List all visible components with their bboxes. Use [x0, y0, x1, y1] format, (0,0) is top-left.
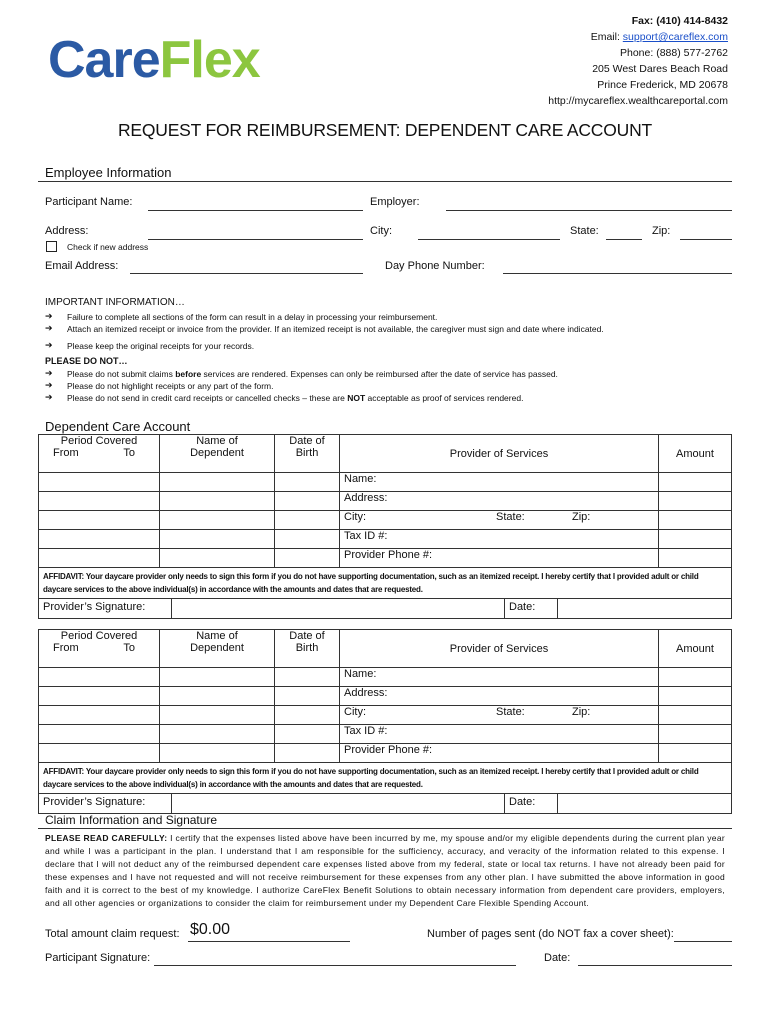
certification-text: PLEASE READ CAREFULLY: I certify that the expenses listed above have been incurred by me, my spouse and/or my eligible dependents during the current plan year and while I was a participant in the plan. I understand that I am responsible for the sufficiency, accuracy, and veracity of the information related to this expense. I declare that I will not deduct any of the reimbursed dependent care expenses listed above from my federal, state or local tax returns. I have not already been paid for these expenses and I have not requested and will not receive reimbursement for these expenses from any other plan. I have submitted the above information in good faith and it is correct to the best of my knowledge. I authorize CareFlex Benefit Solutions to obtain necessary information from dependent care providers, employers, and all other agencies or organizations to consider the claim for reimbursement under my Dependent Care Flexible Spending Account. [45, 833, 725, 908]
do-not-item-3: Please do not send in credit card receipts or cancelled checks – these are NOT acceptable as proof of services rendered. [67, 393, 524, 403]
city-label: City: [370, 225, 392, 237]
provider-phone-cell[interactable]: Provider Phone #: [340, 744, 659, 763]
participant-name-field[interactable] [148, 210, 363, 211]
provider-signature-field[interactable] [172, 599, 505, 618]
street-address: 205 West Dares Beach Road [592, 63, 728, 75]
provider-name-cell[interactable]: Name: [340, 668, 659, 687]
email-link[interactable]: support@careflex.com [622, 31, 728, 43]
total-amount-value[interactable]: $0.00 [190, 921, 231, 938]
dependent-care-heading: Dependent Care Account [45, 419, 191, 434]
arrow-icon: ➔ [45, 380, 53, 390]
total-amount-label: Total amount claim request: [45, 928, 180, 940]
arrow-icon: ➔ [45, 340, 53, 350]
address-label: Address: [45, 225, 89, 237]
employer-label: Employer: [370, 196, 420, 208]
provider-signature-row: Provider’s Signature: Date: [39, 794, 732, 814]
city-field[interactable] [418, 239, 560, 240]
state-field[interactable] [606, 239, 642, 240]
contact-block [548, 13, 728, 109]
arrow-icon: ➔ [45, 311, 53, 321]
new-address-label: Check if new address [67, 242, 149, 252]
claim-info-heading: Claim Information and Signature [45, 813, 218, 827]
day-phone-label: Day Phone Number: [385, 260, 485, 272]
important-item-3: Please keep the original receipts for your records. [67, 341, 255, 351]
provider-of-services-header: Provider of Services [340, 630, 659, 668]
important-heading: IMPORTANT INFORMATION… [45, 297, 185, 308]
amount-header: Amount [659, 630, 732, 668]
date-of-birth-header: Date of Birth [275, 630, 340, 668]
important-item-2: Attach an itemized receipt or invoice from the provider. If an itemized receipt is not available, the caregiver must sign and date where indicated. [67, 324, 604, 334]
do-not-item-1: Please do not submit claims before services are rendered. Expenses can only be reimbursed after the date of service has passed. [67, 369, 558, 379]
provider-phone-cell[interactable]: Provider Phone #: [340, 549, 659, 568]
do-not-heading: PLEASE DO NOT… [45, 356, 128, 366]
participant-name-label: Participant Name: [45, 196, 133, 208]
affidavit-text: AFFIDAVIT: Your daycare provider only needs to sign this form if you do not have supporting documentation, such as an itemized receipt. I hereby certify that I provided adult or child daycare services to the above individual(s) in accordance with the amounts and dates that are requested. [39, 763, 732, 794]
pages-sent-label: Number of pages sent (do NOT fax a cover sheet): [427, 928, 674, 940]
careflex-logo: CareFlex [48, 31, 260, 89]
participant-signature-label: Participant Signature: [45, 952, 151, 964]
participant-date-label: Date: [544, 952, 571, 964]
total-amount-line [188, 941, 350, 942]
provider-address-cell[interactable]: Address: [340, 687, 659, 706]
provider-signature-field[interactable] [172, 794, 505, 813]
employee-info-heading: Employee Information [45, 165, 172, 180]
amount-header: Amount [659, 435, 732, 473]
provider-tax-id-cell[interactable]: Tax ID #: [340, 530, 659, 549]
provider-city-cell[interactable]: City: State: Zip: [340, 511, 659, 530]
name-of-dependent-header: Name of Dependent [160, 630, 275, 668]
new-address-checkbox[interactable] [46, 241, 57, 252]
provider-name-cell[interactable]: Name: [340, 473, 659, 492]
zip-field[interactable] [680, 239, 732, 240]
phone-number: Phone: (888) 577-2762 [620, 47, 728, 59]
period-covered-header: Period Covered From To [39, 435, 160, 473]
form-title: REQUEST FOR REIMBURSEMENT: DEPENDENT CARE ACCOUNT [117, 120, 653, 140]
provider-signature-row: Provider’s Signature: Date: [39, 599, 732, 619]
email-address-field[interactable] [130, 273, 363, 274]
important-item-1: Failure to complete all sections of the form can result in a delay in processing your reimbursement. [67, 312, 438, 322]
arrow-icon: ➔ [45, 323, 53, 333]
employer-field[interactable] [446, 210, 732, 211]
arrow-icon: ➔ [45, 392, 53, 402]
address-field[interactable] [148, 239, 363, 240]
date-of-birth-header: Date of Birth [275, 435, 340, 473]
email-address-label: Email Address: [45, 260, 119, 272]
arrow-icon: ➔ [45, 368, 53, 378]
fax-number: Fax: (410) 414-8432 [631, 15, 728, 27]
affidavit-text: AFFIDAVIT: Your daycare provider only needs to sign this form if you do not have supporting documentation, such as an itemized receipt. I hereby certify that I provided adult or child daycare services to the above individual(s) in accordance with the amounts and dates that are requested. [39, 568, 732, 599]
claim-block-1 [38, 434, 732, 619]
provider-city-cell[interactable]: City: State: Zip: [340, 706, 659, 725]
section-divider [38, 181, 732, 182]
city-address: Prince Frederick, MD 20678 [597, 79, 728, 91]
provider-tax-id-cell[interactable]: Tax ID #: [340, 725, 659, 744]
website-link[interactable]: http://mycareflex.wealthcareportal.com [548, 95, 728, 107]
participant-signature-field[interactable] [154, 965, 516, 966]
email-line: Email: support@careflex.com [590, 31, 728, 43]
provider-of-services-header: Provider of Services [340, 435, 659, 473]
pages-sent-field[interactable] [674, 941, 732, 942]
do-not-item-2: Please do not highlight receipts or any part of the form. [67, 381, 274, 391]
state-label: State: [570, 225, 599, 237]
day-phone-field[interactable] [503, 273, 732, 274]
participant-date-field[interactable] [578, 965, 732, 966]
zip-label: Zip: [652, 225, 671, 237]
provider-address-cell[interactable]: Address: [340, 492, 659, 511]
provider-date-field[interactable] [557, 794, 731, 813]
section-divider [38, 828, 732, 829]
provider-date-field[interactable] [557, 599, 731, 618]
period-covered-header: Period Covered From To [39, 630, 160, 668]
name-of-dependent-header: Name of Dependent [160, 435, 275, 473]
claim-block-2 [38, 629, 732, 814]
